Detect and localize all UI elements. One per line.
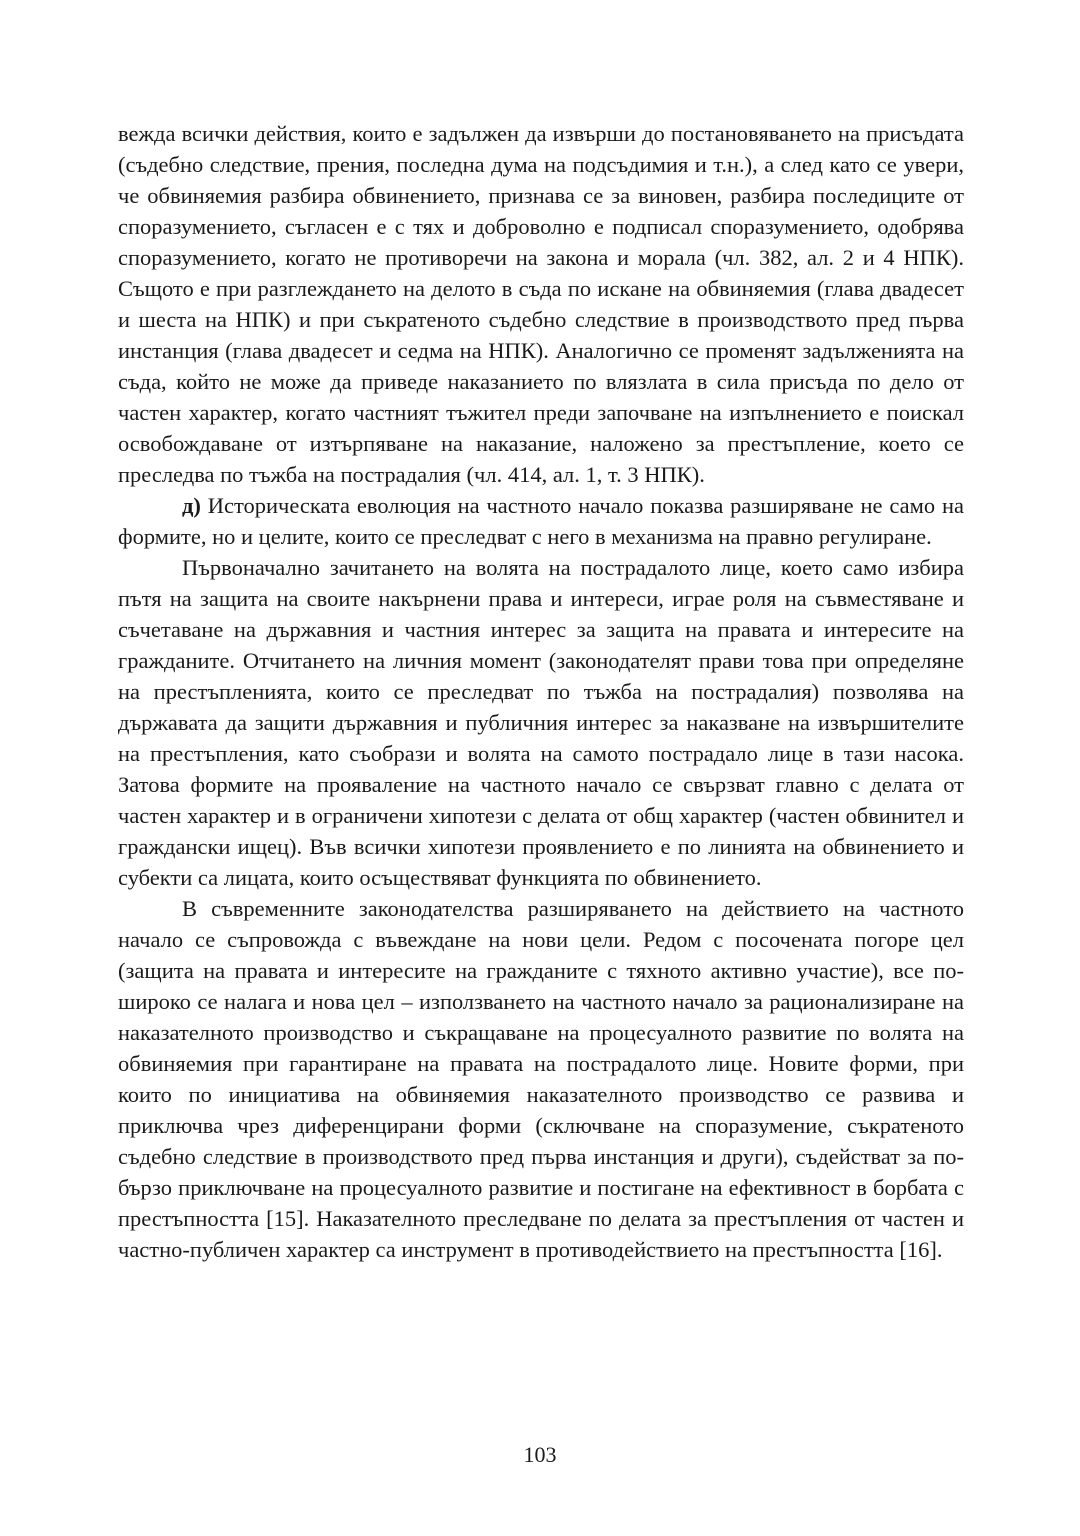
paragraph-3-text: Първоначално зачитането на волята на пострадалото лице, което само избира пътя на защита на своите накърнени права и интереси, играе роля на съвместяване и съчетаване на държавния и частния интерес за защита на правата и интересите на гражданите. Отчитането на личния момент (законодателят прави това при определяне на престъпленията, които се преследват по тъжба на пострадалия) позволява на държавата да защити държавния и публичния интерес за наказване на извършителите на престъпления, като съобрази и волята на самото пострадало лице в тази насока. Затова формите на прояваление на частното начало се свързват главно с делата от частен характер и в ограничени хипотези с делата от общ характер (частен обвинител и граждански ищец). Във всички хипотези проявлението е по линията на обвинението и субекти са лицата, които осъществяват функцията по обвинението. <box>118 555 964 890</box>
paragraph-1-text: вежда всички действия, които е задължен да извърши до постановяването на присъдата (съдебно следствие, прения, последна дума на подсъдимия и т.н.), а след като се увери, че обвиняемия разбира обвинението, признава се за виновен, разбира последиците от споразумението, съгласен е с тях и доброволно е подписал споразумението, одобрява споразумението, когато не противоречи на закона и морала (чл. 382, ал. 2 и 4 НПК). Същото е при разглеждането на делото в съда по искане на обвиняемия (глава двадесет и шеста на НПК) и при съкратеното съдебно следствие в производството пред първа инстанция (глава двадесет и седма на НПК). Аналогично се променят задълженията на съда, който не може да приведе наказанието по влязлата в сила присъда по дело от частен характер, когато частният тъжител преди започване на изпълнението е поискал освобождаване от изтърпяване на наказание, наложено за престъпление, което се преследва по тъжба на пострадалия (чл. 414, ал. 1, т. 3 НПК). <box>118 121 964 487</box>
paragraph-2-text: Историческата еволюция на частното начало показва разширяване не само на формите, но и целите, които се преследват с него в механизма на правно регулиране. <box>118 493 964 549</box>
paragraph-4-text: В съвременните законодателства разширяването на действието на частното начало се съпровожда с въвеждане на нови цели. Редом с посочената погоре цел (защита на правата и интересите на гражданите с тяхното активно участие), все по-широко се налага и нова цел – използването на частното начало за рационализиране на наказателното производство и съкращаване на процесуалното развитие по волята на обвиняемия при гарантиране на правата на пострадалото лице. Новите форми, при които по инициатива на обвиняемия наказателното производство се развива и приключва чрез диференцирани форми (сключване на споразумение, съкратеното съдебно следствие в производството пред първа инстанция и други), съдействат за по-бързо приключване на процесуалното развитие и постигане на ефективност в борбата с престъпността [15]. Наказателното преследване по делата за престъпления от частен и частно-публичен характер са инструмент в противодействието на престъпността [16]. <box>118 896 964 1262</box>
paragraph-4 <box>118 893 964 1265</box>
paragraph-2 <box>118 490 964 552</box>
page-body <box>118 118 964 1265</box>
page-number: 103 <box>523 1442 557 1467</box>
paragraph-1 <box>118 118 964 490</box>
paragraph-3 <box>118 552 964 893</box>
paragraph-2-label: д) <box>182 493 201 518</box>
